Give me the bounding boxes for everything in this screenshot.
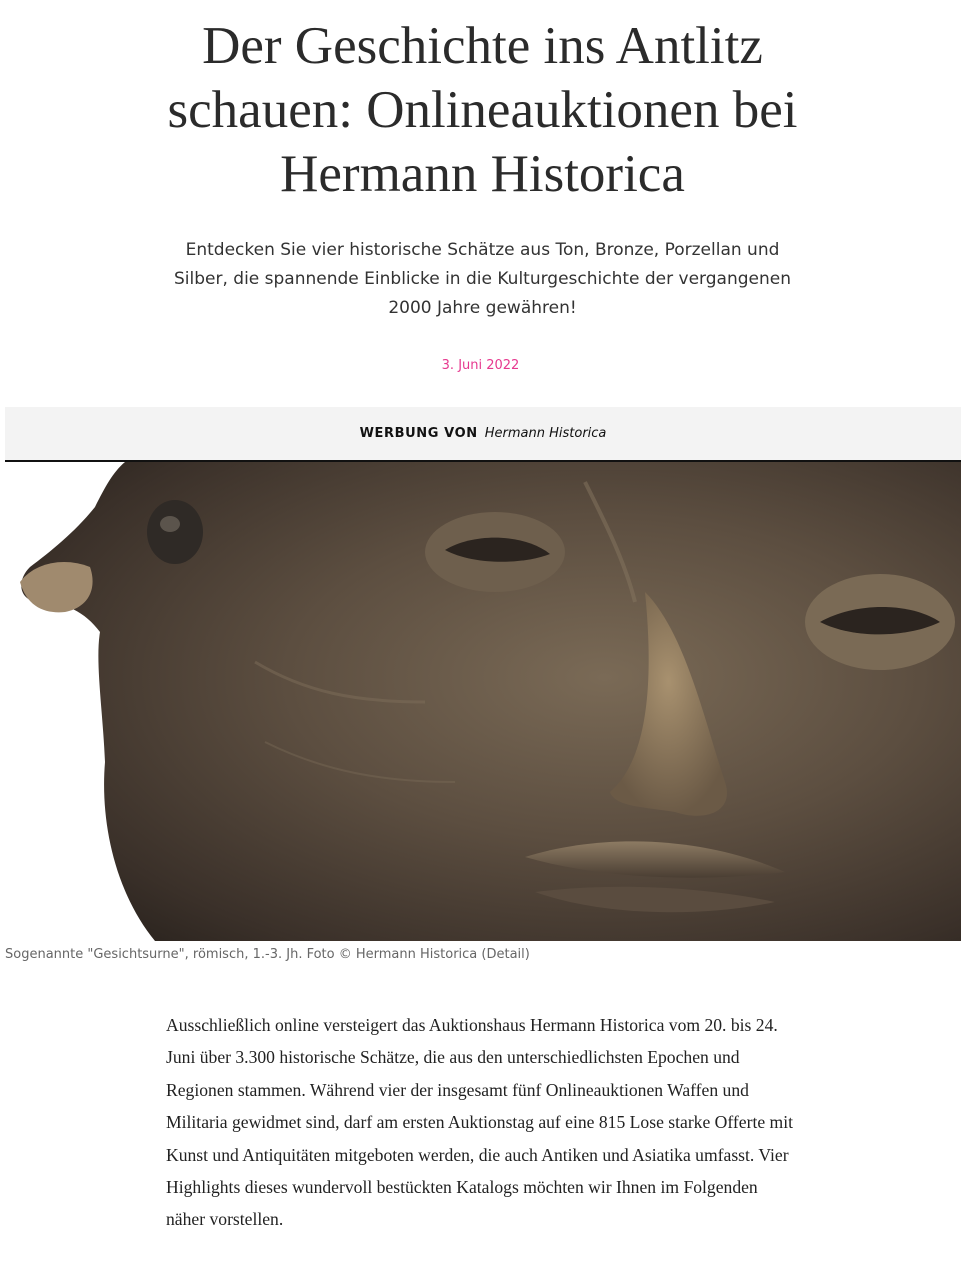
image-caption: Sogenannte "Gesichtsurne", römisch, 1.-3. Jh. Foto © Hermann Historica (Detail) [5, 947, 530, 962]
publish-date: 3. Juni 2022 [441, 358, 520, 373]
hero-image [5, 462, 961, 941]
sponsor-bar [5, 407, 961, 462]
sponsor-label: WERBUNG VON [359, 426, 478, 441]
article-title: Der Geschichte ins Antlitz schauen: Onlineauktionen bei Hermann Historica [167, 17, 798, 203]
sponsor-name[interactable]: Hermann Historica [484, 426, 607, 441]
article-paragraph: Ausschließlich online versteigert das Auktionshaus Hermann Historica vom 20. bis 24. Juni über 3.300 historische Schätze, die aus den unterschiedlichsten Epochen und Regionen stammen. Während vier der insgesamt fünf Onlineauktionen Waffen und Militaria gewidmet sind, darf am ersten Auktionstag auf eine 815 Lose starke Offerte mit Kunst und Antiquitäten mitgeboten werden, die auch Antiken und Asiatika umfasst. Vier Highlights dieses wundervoll bestückten Katalogs möchten wir Ihnen im Folgenden näher vorstellen. [166, 1015, 794, 1230]
article-lede: Entdecken Sie vier historische Schätze aus Ton, Bronze, Porzellan und Silber, die spannende Einblicke in die Kulturgeschichte der vergangenen 2000 Jahre gewähren! [174, 240, 791, 318]
face-urn-image [5, 462, 961, 941]
